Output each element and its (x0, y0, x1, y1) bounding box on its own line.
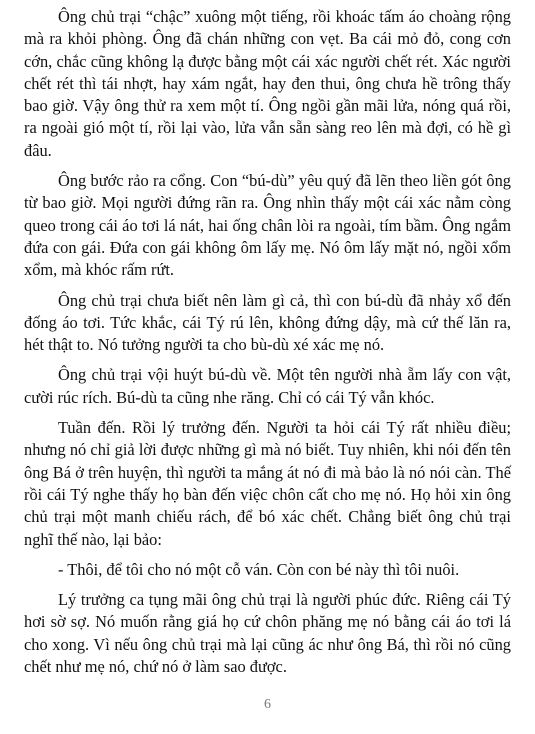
paragraph-2: Ông bước rảo ra cổng. Con “bú-dù” yêu quý đã lẽn theo liền gót ông từ bao giờ. Mọi người đứng rãn ra. Ông nhìn thấy một cái xác nằm còng queo trong cái áo tơi lá nát, hai ống chân lòi ra ngoài, tím bầm. Ông ngắm đứa con gái. Đứa con gái không ôm lấy mẹ. Nó ôm lấy mặt nó, ngồi xổm xổm, mà khóc rấm rứt. (24, 171, 511, 280)
paragraph-3: Ông chủ trại chưa biết nên làm gì cả, thì con bú-dù đã nhảy xổ đến đống áo tơi. Tức khắc, cái Tý rú lên, không đứng dậy, mà cứ thế lăn ra, hét thật to. Nó tưởng người ta cho bù-dù xé xác mẹ nó. (24, 290, 511, 355)
page-number: 6 (264, 697, 271, 712)
paragraph-5: Tuần đến. Rồi lý trưởng đến. Người ta hỏi cái Tý rất nhiều điều; nhưng nó chỉ giả lời được những gì mà nó biết. Tuy nhiên, khi nói đến tên ông Bá ở trên huyện, thì người ta mắng át nó đi mà bảo là nó nói càn. Thế rồi cái Tý nghe thấy họ bàn đến việc chôn cất cho mẹ nó. Họ hỏi xin ông chủ trại một manh chiếu rách, để bó xác chết. Chẳng biết ông chủ trại nghĩ thế nào, lại bảo: (24, 418, 511, 549)
paragraph-1: Ông chủ trại “chậc” xuông một tiếng, rồi khoác tấm áo choàng rộng mà ra khỏi phòng. Ông đã chán những con vẹt. Ba cái mỏ đỏ, cong cơn cớn, chắc cũng không lạ được bằng một cái xác người chết rét. Xác người chết rét thì tái nhợt, hay xám ngắt, hay đen thui, ông chưa hề trông thấy bao giờ. Vậy ông thử ra xem một tí. Ông ngồi gần mãi lửa, nóng quá rồi, ra ngoài gió một tí, rồi lại vào, lửa vẫn sẵn sàng reo lên mà đợi, có hề gì đâu. (24, 7, 511, 160)
paragraph-4: Ông chủ trại vội huýt bú-dù về. Một tên người nhà ẵm lấy con vật, cười rúc rích. Bú-dù ta cũng nhe răng. Chỉ có cái Tý vẫn khóc. (24, 365, 511, 407)
document-page (24, 6, 511, 686)
dialogue-line: - Thôi, để tôi cho nó một cỗ ván. Còn con bé này thì tôi nuôi. (58, 559, 460, 579)
paragraph-7: Lý trưởng ca tụng mãi ông chủ trại là người phúc đức. Riêng cái Tý hơi sờ sợ. Nó muốn rằng giá họ cứ chôn phăng mẹ nó bằng cái áo tơi lá cho xong. Vì nếu ông chủ trại mà lại cũng ác như ông Bá, thì rồi nó cũng chết như mẹ nó, chứ nó ở làm sao được. (24, 590, 511, 677)
